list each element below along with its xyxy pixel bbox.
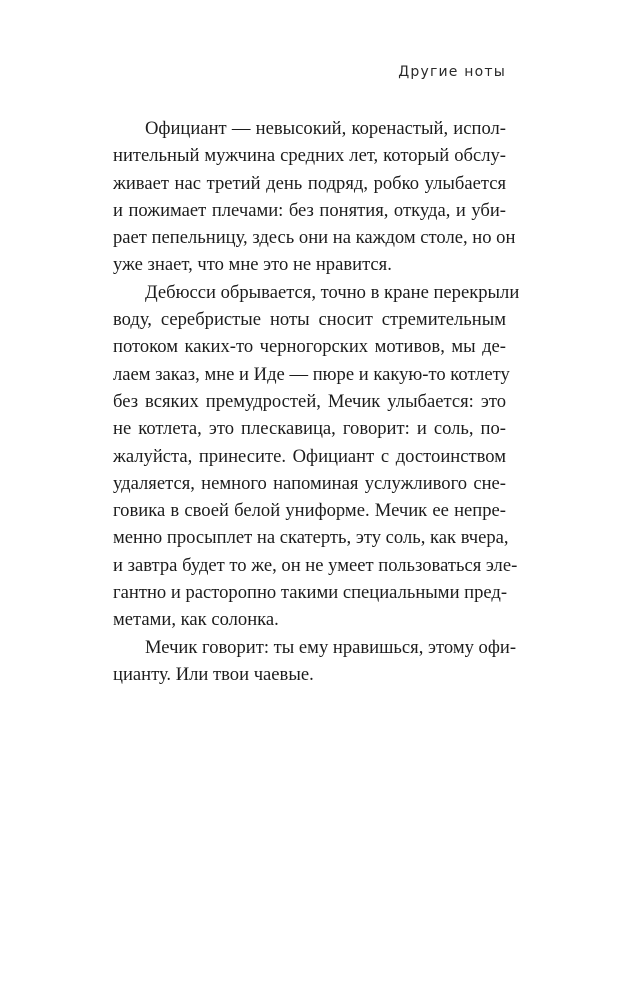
text-line: и завтра будет то же, он не умеет пользоваться эле- — [113, 554, 518, 576]
text-line: говика в своей белой униформе. Мечик ее непре- — [113, 500, 506, 522]
body-text — [113, 115, 520, 688]
text-line: и пожимает плечами: без понятия, откуда, и уби- — [113, 199, 506, 221]
text-line: Официант — невысокий, коренастый, испол- — [145, 118, 506, 139]
text-line: жалуйста, принесите. Официант с достоинством — [113, 445, 506, 467]
text-line: нительный мужчина средних лет, который обслу- — [113, 145, 506, 167]
text-line: живает нас третий день подряд, робко улыбается — [113, 172, 506, 194]
text-line: уже знает, что мне это не нравится. — [113, 254, 392, 276]
text-line: потоком каких-то черногорских мотивов, мы де- — [113, 336, 506, 358]
text-line: рает пепельницу, здесь они на каждом столе, но он — [113, 227, 516, 249]
text-line: не котлета, это плескавица, говорит: и соль, по- — [113, 418, 506, 440]
text-line: цианту. Или твои чаевые. — [113, 663, 314, 685]
running-head: Другие ноты — [398, 64, 506, 80]
text-line: удаляется, немного напоминая услужливого сне- — [113, 472, 506, 494]
text-line: воду, серебристые ноты сносит стремительным — [113, 309, 506, 331]
text-line: гантно и расторопно такими специальными пред- — [113, 582, 508, 604]
text-line: лаем заказ, мне и Иде — пюре и какую-то котлету — [113, 363, 510, 385]
text-line: Мечик говорит: ты ему нравишься, этому офи- — [145, 636, 517, 658]
text-line: Дебюсси обрывается, точно в кране перекрыли — [145, 281, 520, 303]
text-line: метами, как солонка. — [113, 609, 279, 631]
text-line: без всяких премудростей, Мечик улыбается: это — [113, 390, 506, 412]
text-line: менно просыплет на скатерть, эту соль, как вчера, — [113, 527, 509, 549]
